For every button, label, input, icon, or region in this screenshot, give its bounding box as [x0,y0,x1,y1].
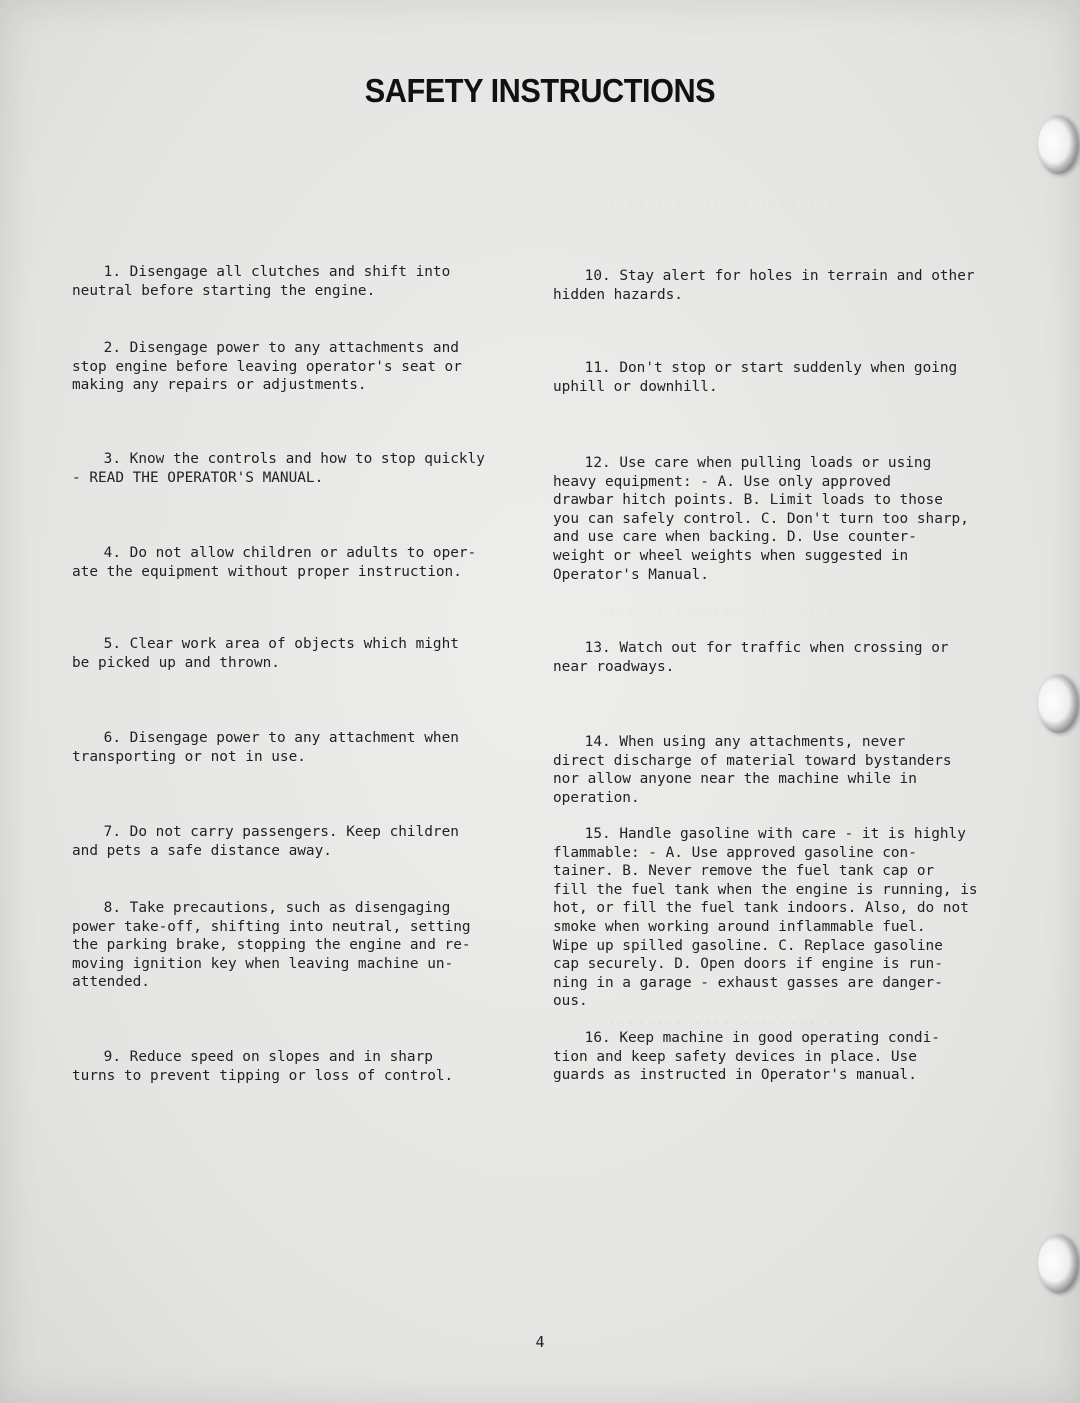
safety-item-7: 7. Do not carry passengers. Keep children and pets a safe distance away. [72,824,459,859]
bleed-through-text: . . . . . . . . . . . . . . . . . . . . . . . . . [600,190,834,208]
safety-item-12: 12. Use care when pulling loads or using heavy equipment: - A. Use only approved drawbar hitch points. B. Limit loads to those you can safely control. C. Don't turn too sharp, and use care when backing. D. Use counter- weight or wheel weights when suggested in Operator's Manual. [553,455,969,583]
safety-item-15: 15. Handle gasoline with care - it is highly flammable: - A. Use approved gasoline con- tainer. B. Never remove the fuel tank cap or fill the fuel tank when the engine is running, is hot, or fill the fuel tank indoors. Also, do not smoke when working around inflammable fuel. Wipe up spilled gasoline. C. Replace gasoline cap securely. D. Open doors if engine is run- ning in a garage - exhaust gasses are danger- ous. [553,826,978,1010]
safety-item-16: 16. Keep machine in good operating condi- tion and keep safety devices in place. Use guards as instructed in Operator's manual. [553,1030,940,1084]
safety-item-3: 3. Know the controls and how to stop quickly - READ THE OPERATOR'S MANUAL. [72,451,485,486]
safety-item-11: 11. Don't stop or start suddenly when going uphill or downhill. [553,360,958,395]
binder-hole [1038,675,1078,733]
binder-hole [1038,116,1078,174]
safety-item-5: 5. Clear work area of objects which might be picked up and thrown. [72,636,459,671]
binder-hole [1038,1235,1078,1293]
safety-item-4: 4. Do not allow children or adults to oper- ate the equipment without proper instruction. [72,545,477,580]
safety-item-10: 10. Stay alert for holes in terrain and other hidden hazards. [553,268,975,303]
page-title: SAFETY INSTRUCTIONS [364,72,716,109]
bleed-through-text: . . . . . . . . . . . . . . . . . . . . . . . . . [600,600,834,618]
bleed-through-text: . . . . . . . . . . . . . . . . . . . . . . . . . [600,1010,834,1028]
page-number: 4 [535,1333,545,1351]
safety-item-6: 6. Disengage power to any attachment when transporting or not in use. [72,730,459,765]
safety-item-13: 13. Watch out for traffic when crossing or near roadways. [553,640,949,675]
safety-item-14: 14. When using any attachments, never direct discharge of material toward bystanders nor allow anyone near the machine while in operation. [553,734,952,806]
safety-item-8: 8. Take precautions, such as disengaging power take-off, shifting into neutral, setting the parking brake, stopping the engine and re- moving ignition key when leaving machine un- attended. [72,900,471,991]
safety-item-1: 1. Disengage all clutches and shift into neutral before starting the engine. [72,264,451,299]
safety-item-2: 2. Disengage power to any attachments and stop engine before leaving operator's seat or making any repairs or adjustments. [72,340,462,394]
safety-item-9: 9. Reduce speed on slopes and in sharp turns to prevent tipping or loss of control. [72,1049,454,1084]
